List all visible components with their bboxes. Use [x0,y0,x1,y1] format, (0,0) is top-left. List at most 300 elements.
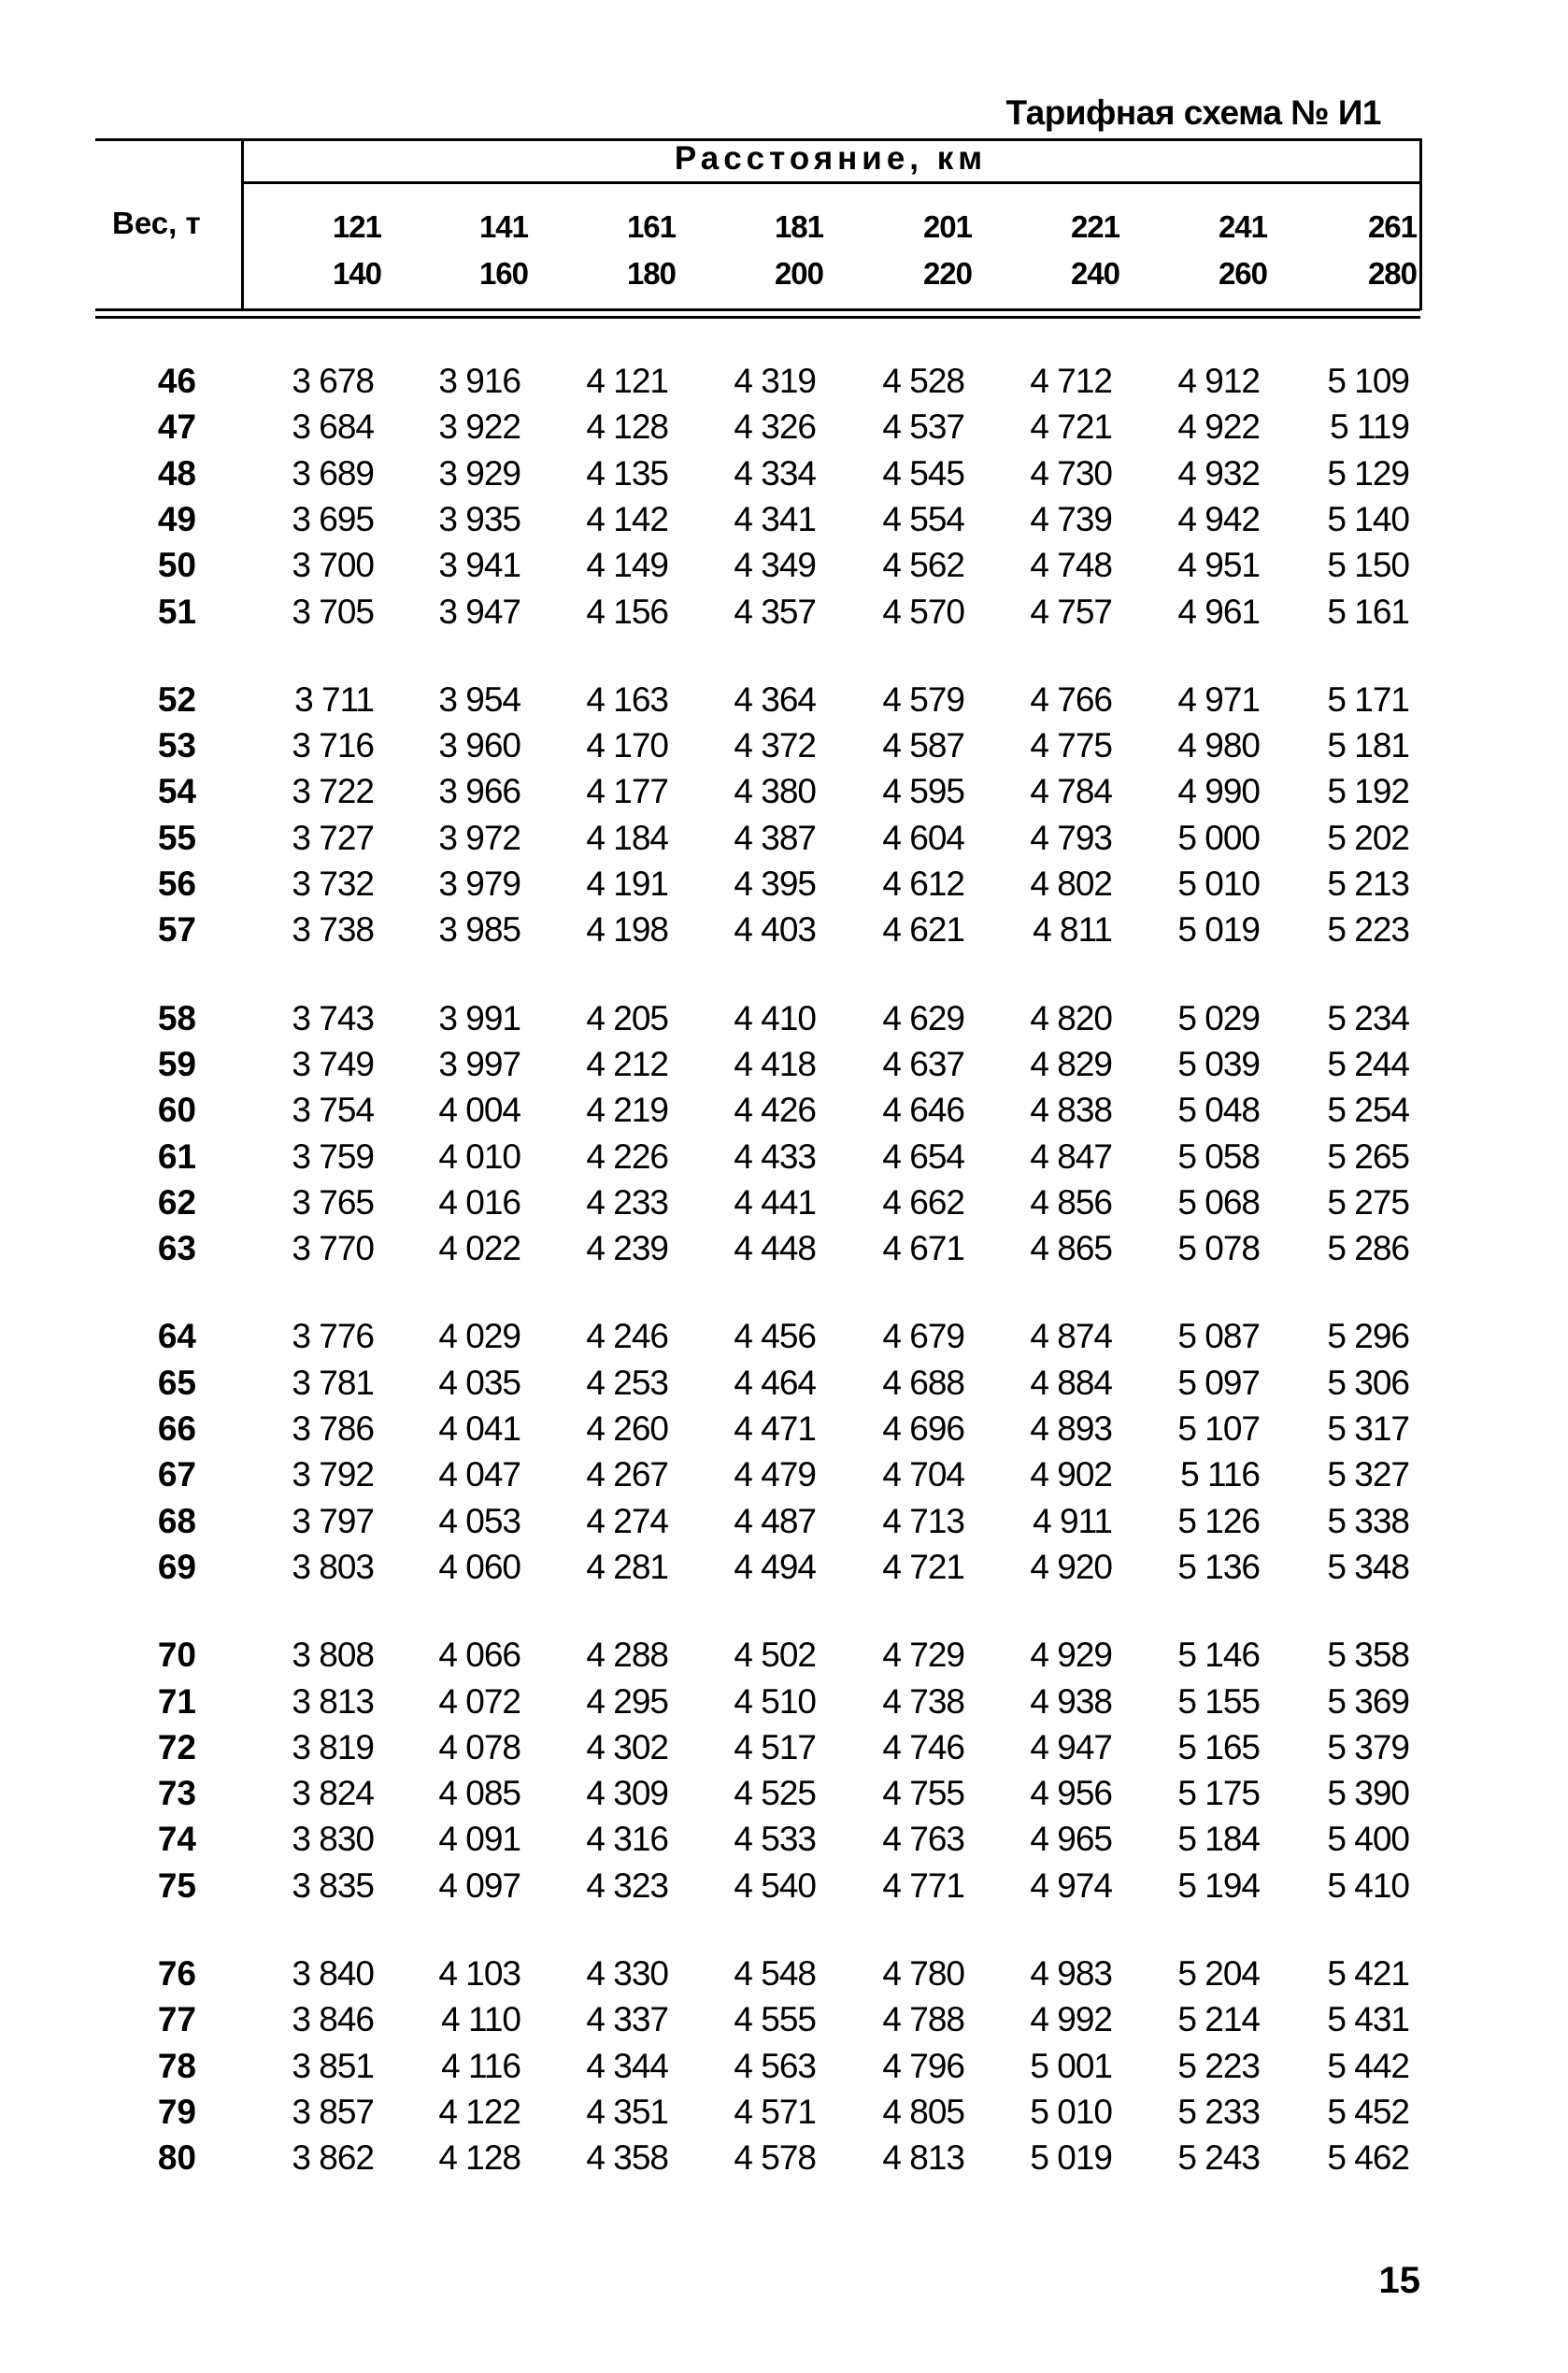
tariff-cell: 5 390 [1327,1774,1409,1813]
tariff-cell: 4 629 [882,998,964,1037]
scheme-title: Тарифная схема № И1 [1005,93,1381,132]
table-row [0,1951,1568,1996]
distance-from: 141 [478,209,528,244]
tariff-cell: 4 358 [586,2138,668,2178]
header-bottom-rule-double [95,316,1420,319]
table-row [0,2043,1568,2089]
tariff-cell: 3 695 [292,499,374,538]
tariff-cell: 3 979 [438,865,520,903]
tariff-cell: 4 184 [586,818,668,857]
tariff-cell: 4 965 [1030,1820,1112,1859]
tariff-cell: 4 091 [438,1820,520,1859]
tariff-cell: 4 763 [882,1820,964,1859]
tariff-cell: 5 068 [1177,1182,1260,1222]
tariff-cell: 4 688 [882,1363,964,1402]
tariff-cell: 4 874 [1030,1317,1112,1356]
tariff-cell: 4 784 [1030,772,1112,811]
distance-from: 121 [332,209,381,244]
tariff-cell: 5 181 [1327,726,1409,765]
tariff-cell: 5 306 [1327,1363,1409,1402]
distance-to: 260 [1218,256,1267,291]
tariff-cell: 3 857 [292,2092,374,2131]
distance-group-header: Расстояние, км [674,140,988,177]
tariff-cell: 4 545 [882,453,964,493]
tariff-cell: 4 922 [1177,407,1260,447]
tariff-cell: 4 341 [734,499,816,538]
tariff-cell: 3 765 [292,1182,374,1222]
tariff-cell: 3 819 [292,1727,374,1766]
tariff-cell: 3 700 [292,546,374,585]
tariff-cell: 4 085 [438,1774,520,1813]
tariff-cell: 5 019 [1177,910,1260,950]
tariff-cell: 4 942 [1177,499,1260,538]
tariff-cell: 4 330 [586,1954,668,1993]
tariff-cell: 4 974 [1030,1866,1112,1905]
tariff-cell: 5 213 [1327,865,1409,903]
tariff-cell: 3 941 [438,546,520,585]
tariff-cell: 4 563 [734,2046,816,2085]
tariff-cell: 5 421 [1327,1954,1409,1993]
weight-cell: 79 [157,2092,196,2131]
tariff-cell: 4 344 [586,2046,668,2085]
tariff-cell: 5 254 [1327,1091,1409,1130]
tariff-cell: 4 775 [1030,726,1112,765]
tariff-cell: 4 738 [882,1681,964,1721]
tariff-cell: 5 327 [1327,1455,1409,1494]
table-row [0,1134,1568,1179]
tariff-cell: 4 571 [734,2092,816,2131]
tariff-cell: 4 326 [734,407,816,447]
tariff-cell: 5 338 [1327,1501,1409,1540]
tariff-cell: 5 097 [1177,1363,1260,1402]
tariff-cell: 5 150 [1327,546,1409,585]
tariff-cell: 4 502 [734,1636,816,1675]
tariff-cell: 4 587 [882,726,964,765]
tariff-cell: 3 732 [292,865,374,903]
tariff-cell: 4 813 [882,2138,964,2178]
tariff-cell: 4 142 [586,499,668,538]
distance-from: 201 [922,209,972,244]
tariff-cell: 4 267 [586,1455,668,1494]
distance-to: 160 [478,256,528,291]
distance-to: 200 [774,256,823,291]
tariff-cell: 3 781 [292,1363,374,1402]
tariff-cell: 4 205 [586,998,668,1037]
tariff-cell: 5 233 [1177,2092,1260,2131]
tariff-cell: 5 010 [1177,865,1260,903]
weight-cell: 55 [157,818,196,857]
table-row [0,907,1568,952]
tariff-cell: 4 805 [882,2092,964,2131]
tariff-cell: 4 951 [1177,546,1260,585]
tariff-cell: 5 442 [1327,2046,1409,2085]
table-row [0,2089,1568,2135]
tariff-cell: 4 226 [586,1136,668,1176]
tariff-cell: 4 372 [734,726,816,765]
tariff-cell: 3 835 [292,1866,374,1905]
tariff-cell: 4 992 [1030,2000,1112,2039]
distance-column-header [563,204,676,297]
tariff-cell: 5 369 [1327,1681,1409,1721]
table-row [0,542,1568,588]
table-row [0,861,1568,907]
tariff-cell: 3 776 [292,1317,374,1356]
table-row [0,1679,1568,1724]
distance-to: 240 [1070,256,1119,291]
tariff-cell: 4 562 [882,546,964,585]
weight-cell: 50 [157,546,196,585]
tariff-cell: 4 004 [438,1091,520,1130]
weight-column-header: Вес, т [112,206,201,240]
tariff-cell: 3 985 [438,910,520,950]
tariff-cell: 5 029 [1177,998,1260,1037]
distance-to: 280 [1367,256,1417,291]
table-row [0,1087,1568,1133]
tariff-cell: 4 319 [734,362,816,400]
tariff-cell: 5 140 [1327,499,1409,538]
tariff-cell: 5 244 [1327,1044,1409,1083]
tariff-cell: 5 184 [1177,1820,1260,1859]
tariff-cell: 3 840 [292,1954,374,1993]
tariff-cell: 3 689 [292,453,374,493]
table-row [0,1863,1568,1908]
tariff-cell: 4 041 [438,1409,520,1448]
tariff-cell: 4 103 [438,1954,520,1993]
tariff-cell: 4 246 [586,1317,668,1356]
tariff-cell: 3 960 [438,726,520,765]
distance-from: 181 [774,209,823,244]
tariff-cell: 4 604 [882,818,964,857]
tariff-cell: 5 194 [1177,1866,1260,1905]
tariff-cell: 5 165 [1177,1727,1260,1766]
table-row [0,995,1568,1041]
tariff-cell: 4 239 [586,1229,668,1268]
tariff-cell: 4 920 [1030,1547,1112,1586]
tariff-cell: 3 749 [292,1044,374,1083]
tariff-cell: 5 400 [1327,1820,1409,1859]
tariff-cell: 4 793 [1030,818,1112,857]
distance-from: 261 [1367,209,1417,244]
tariff-cell: 4 441 [734,1182,816,1222]
distance-column-header [416,204,528,297]
tariff-cell: 4 788 [882,2000,964,2039]
weight-cell: 49 [157,499,196,538]
distance-to: 220 [922,256,972,291]
tariff-cell: 4 838 [1030,1091,1112,1130]
distance-column-header [1007,204,1119,297]
weight-cell: 72 [157,1727,196,1766]
distance-column-header [1155,204,1267,297]
tariff-cell: 4 865 [1030,1229,1112,1268]
tariff-cell: 4 078 [438,1727,520,1766]
tariff-cell: 3 803 [292,1547,374,1586]
tariff-cell: 3 862 [292,2138,374,2178]
tariff-cell: 4 646 [882,1091,964,1130]
tariff-cell: 4 528 [882,362,964,400]
tariff-cell: 4 938 [1030,1681,1112,1721]
tariff-cell: 4 662 [882,1182,964,1222]
tariff-cell: 4 035 [438,1363,520,1402]
weight-cell: 78 [157,2046,196,2085]
table-row [0,1816,1568,1862]
tariff-cell: 3 935 [438,499,520,538]
tariff-cell: 3 954 [438,679,520,719]
tariff-cell: 5 107 [1177,1409,1260,1448]
distance-label-rule [241,181,1420,184]
distance-to: 140 [332,256,381,291]
tariff-cell: 4 456 [734,1317,816,1356]
tariff-cell: 4 418 [734,1044,816,1083]
tariff-cell: 4 288 [586,1636,668,1675]
tariff-cell: 5 119 [1330,407,1409,447]
tariff-cell: 3 792 [292,1455,374,1494]
tariff-cell: 4 533 [734,1820,816,1859]
tariff-cell: 4 403 [734,910,816,950]
distance-to: 180 [626,256,676,291]
tariff-cell: 4 128 [586,407,668,447]
tariff-cell: 4 198 [586,910,668,950]
tariff-cell: 3 947 [438,592,520,631]
tariff-cell: 5 078 [1177,1229,1260,1268]
tariff-cell: 4 540 [734,1866,816,1905]
tariff-cell: 3 754 [292,1091,374,1130]
tariff-cell: 4 554 [882,499,964,538]
weight-cell: 48 [157,453,196,493]
tariff-cell: 3 966 [438,772,520,811]
table-row [0,1179,1568,1225]
tariff-cell: 4 755 [882,1774,964,1813]
tariff-cell: 4 274 [586,1501,668,1540]
tariff-cell: 5 109 [1327,362,1409,400]
table-header [95,138,1420,318]
tariff-cell: 3 997 [438,1044,520,1083]
tariff-cell: 3 759 [292,1136,374,1176]
tariff-cell: 5 243 [1177,2138,1260,2178]
table-row [0,1996,1568,2042]
tariff-cell: 3 830 [292,1820,374,1859]
tariff-cell: 4 570 [882,592,964,631]
tariff-cell: 4 351 [586,2092,668,2131]
table-row [0,1406,1568,1451]
tariff-cell: 5 136 [1177,1547,1260,1586]
tariff-cell: 5 171 [1327,679,1409,719]
tariff-cell: 4 464 [734,1363,816,1402]
tariff-cell: 4 983 [1030,1954,1112,1993]
tariff-cell: 4 893 [1030,1409,1112,1448]
tariff-cell: 4 128 [438,2138,520,2178]
tariff-cell: 3 705 [292,592,374,631]
tariff-cell: 4 395 [734,865,816,903]
tariff-cell: 4 713 [882,1501,964,1540]
tariff-cell: 4 072 [438,1681,520,1721]
table-row [0,677,1568,722]
tariff-cell: 5 116 [1180,1455,1260,1494]
tariff-cell: 5 129 [1327,453,1409,493]
tariff-cell: 3 684 [292,407,374,447]
tariff-cell: 4 671 [882,1229,964,1268]
tariff-cell: 3 851 [292,2046,374,2085]
tariff-cell: 5 058 [1177,1136,1260,1176]
tariff-cell: 4 060 [438,1547,520,1586]
tariff-cell: 3 922 [438,407,520,447]
tariff-cell: 4 704 [882,1455,964,1494]
tariff-cell: 4 364 [734,679,816,719]
table-row [0,1724,1568,1770]
tariff-cell: 4 780 [882,1954,964,1993]
tariff-cell: 4 494 [734,1547,816,1586]
weight-cell: 67 [157,1455,196,1494]
weight-cell: 58 [157,998,196,1037]
weight-cell: 56 [157,865,196,903]
tariff-cell: 4 016 [438,1182,520,1222]
weight-cell: 65 [157,1363,196,1402]
tariff-cell: 5 192 [1327,772,1409,811]
tariff-cell: 3 711 [294,679,374,719]
tariff-cell: 4 729 [882,1636,964,1675]
tariff-cell: 3 797 [292,1501,374,1540]
weight-cell: 59 [157,1044,196,1083]
distance-from: 241 [1218,209,1267,244]
weight-cell: 75 [157,1866,196,1905]
tariff-cell: 4 829 [1030,1044,1112,1083]
tariff-cell: 4 757 [1030,592,1112,631]
table-row [0,1225,1568,1271]
tariff-cell: 4 748 [1030,546,1112,585]
tariff-cell: 5 048 [1177,1091,1260,1130]
table-row [0,1498,1568,1544]
tariff-cell: 5 265 [1327,1136,1409,1176]
tariff-cell: 4 912 [1177,362,1260,400]
weight-cell: 51 [157,592,196,631]
tariff-cell: 4 233 [586,1182,668,1222]
tariff-cell: 4 029 [438,1317,520,1356]
table-row [0,1360,1568,1406]
tariff-cell: 4 771 [882,1866,964,1905]
tariff-cell: 4 961 [1177,592,1260,631]
tariff-cell: 4 053 [438,1501,520,1540]
tariff-cell: 4 654 [882,1136,964,1176]
tariff-cell: 4 349 [734,546,816,585]
weight-cell: 63 [157,1229,196,1268]
tariff-cell: 5 161 [1327,592,1409,631]
tariff-cell: 4 426 [734,1091,816,1130]
tariff-cell: 4 471 [734,1409,816,1448]
tariff-cell: 4 260 [586,1409,668,1448]
table-row [0,358,1568,404]
tariff-cell: 4 739 [1030,499,1112,538]
tariff-cell: 5 223 [1327,910,1409,950]
table-row [0,496,1568,542]
tariff-cell: 4 721 [882,1547,964,1586]
weight-cell: 68 [157,1501,196,1540]
weight-cell: 73 [157,1774,196,1813]
tariff-cell: 4 929 [1030,1636,1112,1675]
tariff-cell: 4 122 [438,2092,520,2131]
table-row [0,1041,1568,1087]
tariff-cell: 4 548 [734,1954,816,1993]
weight-cell: 62 [157,1182,196,1222]
table-row [0,1544,1568,1590]
tariff-cell: 3 716 [292,726,374,765]
tariff-cell: 4 433 [734,1136,816,1176]
tariff-cell: 3 929 [438,453,520,493]
tariff-cell: 4 135 [586,453,668,493]
tariff-cell: 3 678 [292,362,374,400]
tariff-cell: 4 219 [586,1091,668,1130]
tariff-cell: 4 510 [734,1681,816,1721]
table-row [0,1451,1568,1497]
tariff-cell: 5 019 [1030,2138,1112,2178]
tariff-cell: 4 932 [1177,453,1260,493]
tariff-cell: 4 990 [1177,772,1260,811]
tariff-cell: 3 824 [292,1774,374,1813]
tariff-cell: 4 884 [1030,1363,1112,1402]
weight-cell: 80 [157,2138,196,2178]
tariff-cell: 5 214 [1177,2000,1260,2039]
tariff-cell: 5 175 [1177,1774,1260,1813]
tariff-cell: 4 010 [438,1136,520,1176]
tariff-cell: 4 170 [586,726,668,765]
weight-cell: 71 [157,1681,196,1721]
tariff-cell: 4 121 [586,362,668,400]
tariff-cell: 4 956 [1030,1774,1112,1813]
distance-from: 161 [626,209,676,244]
weight-cell: 53 [157,726,196,765]
tariff-cell: 4 537 [882,407,964,447]
tariff-cell: 5 379 [1327,1727,1409,1766]
weight-cell: 77 [157,2000,196,2039]
table-row [0,1632,1568,1678]
tariff-cell: 4 555 [734,2000,816,2039]
tariff-cell: 4 163 [586,679,668,719]
weight-cell: 61 [157,1136,196,1176]
table-row [0,450,1568,496]
tariff-cell: 4 621 [882,910,964,950]
tariff-cell: 3 813 [292,1681,374,1721]
tariff-cell: 3 770 [292,1229,374,1268]
tariff-cell: 4 253 [586,1363,668,1402]
table-row [0,589,1568,635]
tariff-cell: 5 358 [1327,1636,1409,1675]
tariff-cell: 4 156 [586,592,668,631]
tariff-cell: 4 022 [438,1229,520,1268]
tariff-cell: 5 039 [1177,1044,1260,1083]
tariff-cell: 4 410 [734,998,816,1037]
tariff-cell: 4 579 [882,679,964,719]
tariff-cell: 3 972 [438,818,520,857]
tariff-cell: 5 001 [1030,2046,1112,2085]
weight-cell: 47 [157,407,196,447]
table-row [0,2135,1568,2180]
tariff-cell: 4 730 [1030,453,1112,493]
weight-cell: 57 [157,910,196,950]
tariff-cell: 4 309 [586,1774,668,1813]
tariff-cell: 4 847 [1030,1136,1112,1176]
tariff-cell: 4 517 [734,1727,816,1766]
tariff-cell: 4 066 [438,1636,520,1675]
tariff-cell: 4 856 [1030,1182,1112,1222]
tariff-cell: 5 146 [1177,1636,1260,1675]
tariff-cell: 4 295 [586,1681,668,1721]
distance-column-header [711,204,823,297]
tariff-cell: 5 204 [1177,1954,1260,1993]
tariff-cell: 3 846 [292,2000,374,2039]
weight-cell: 69 [157,1547,196,1586]
tariff-cell: 4 637 [882,1044,964,1083]
distance-from: 221 [1070,209,1119,244]
tariff-cell: 4 980 [1177,726,1260,765]
tariff-cell: 4 337 [586,2000,668,2039]
